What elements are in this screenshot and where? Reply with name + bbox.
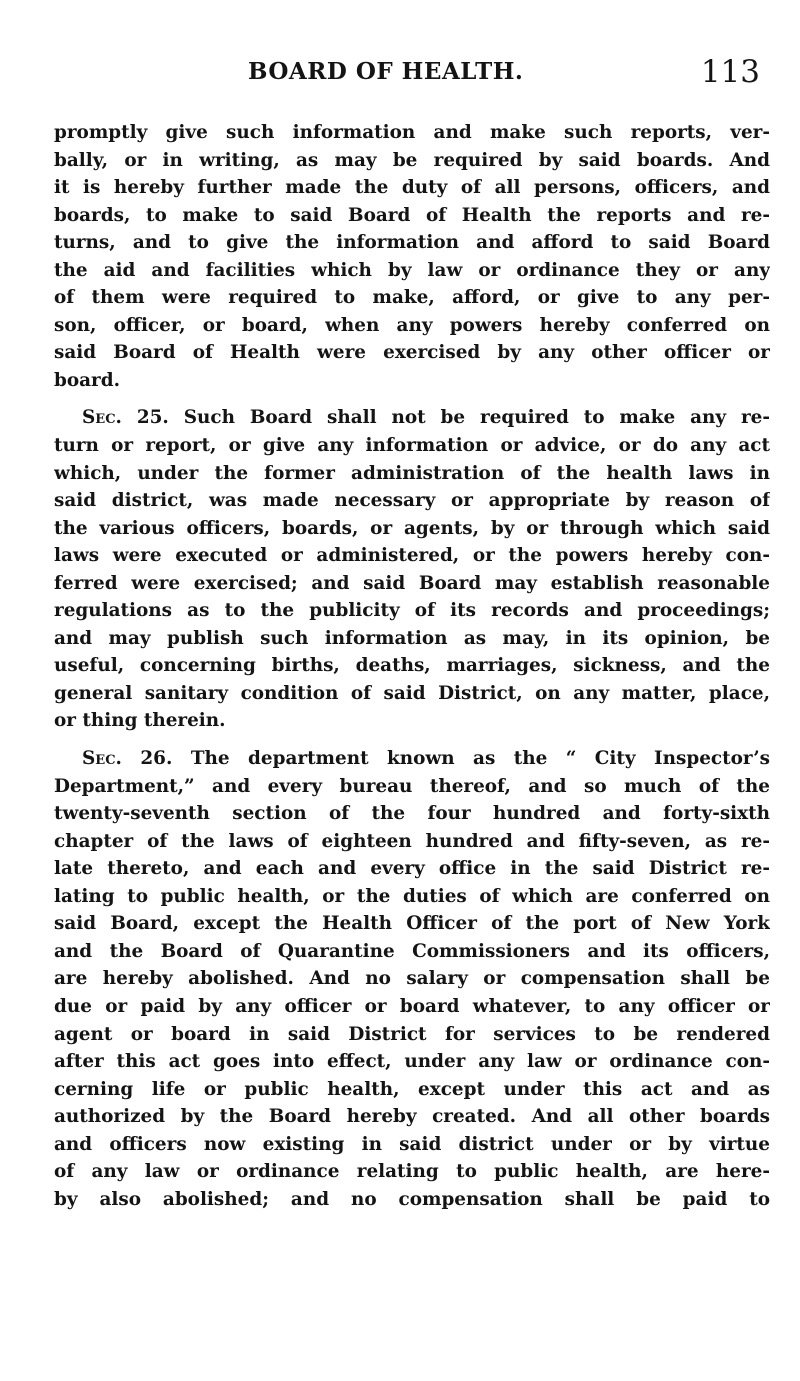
text-line: turn or report, or give any information or advice, or do any act [54,435,770,457]
text-line: late thereto, and each and every office in the said District re- [54,858,770,880]
section-label: Sec. 25. [82,407,169,429]
text-line: twenty-seventh section of the four hundred and forty-sixth [54,803,770,825]
paragraph-gap [54,735,770,745]
text-line: and may publish such information as may, in its opinion, be [54,627,770,649]
section-first-line [54,404,770,432]
text-line: boards, to make to said Board of Health the reports and re- [54,204,770,226]
paragraph-gap [54,394,770,404]
text-line: ferred were exercised; and said Board may establish reasonable [54,572,770,594]
text-line: or thing therein. [54,710,226,732]
text-line: regulations as to the publicity of its records and proceedings; [54,600,770,622]
text-line: The department known as the “ City Inspector’s [190,748,770,770]
text-line: authorized by the Board hereby created. And all other boards [54,1106,770,1128]
text-line: board. [54,369,120,391]
text-line: son, officer, or board, when any powers hereby conferred on [54,314,770,336]
section-first-line [54,745,770,773]
text-line: are hereby abolished. And no salary or compensation shall be [54,968,770,990]
text-line: of any law or ordinance relating to public health, are here- [54,1161,770,1183]
text-line: said Board, except the Health Officer of the port of New York [54,913,770,935]
text-line: turns, and to give the information and afford to said Board [54,232,770,254]
text-line: useful, concerning births, deaths, marriages, sickness, and the [54,655,770,677]
text-line: due or paid by any officer or board whatever, to any officer or [54,995,770,1017]
text-line: by also abolished; and no compensation shall be paid to [54,1188,770,1210]
page-number: 113 [700,54,760,90]
text-line: the various officers, boards, or agents, by or through which said [54,517,770,539]
text-line: and the Board of Quarantine Commissioners and its officers, [54,940,770,962]
text-line: Such Board shall not be required to make any re- [183,407,770,429]
text-line: the aid and facilities which by law or ordinance they or any [54,259,770,281]
text-line: and officers now existing in said district under or by virtue [54,1133,770,1155]
text-line: which, under the former administration of the health laws in [54,462,770,484]
text-line: said Board of Health were exercised by any other officer or [54,342,770,364]
text-line: after this act goes into effect, under any law or ordinance con- [54,1051,770,1073]
section-label: Sec. 26. [82,748,173,770]
text-line: lating to public health, or the duties of which are conferred on [54,885,770,907]
running-title: BOARD OF HEALTH. [248,58,524,85]
body-text [54,119,770,1213]
text-line: of them were required to make, afford, or give to any per- [54,287,770,309]
text-line: laws were executed or administered, or the powers hereby con- [54,545,770,567]
text-line: said district, was made necessary or appropriate by reason of [54,490,770,512]
text-line: agent or board in said District for services to be rendered [54,1023,770,1045]
text-line: it is hereby further made the duty of all persons, officers, and [54,177,770,199]
page-header [52,54,772,98]
text-line: promptly give such information and make such reports, ver- [54,122,770,143]
text-line: chapter of the laws of eighteen hundred and fifty-seven, as re- [54,830,770,852]
text-line: bally, or in writing, as may be required by said boards. And [54,149,770,171]
text-line: cerning life or public health, except under this act and as [54,1078,770,1100]
text-line: Department,” and every bureau thereof, and so much of the [54,775,770,797]
text-line: general sanitary condition of said District, on any matter, place, [54,682,770,704]
